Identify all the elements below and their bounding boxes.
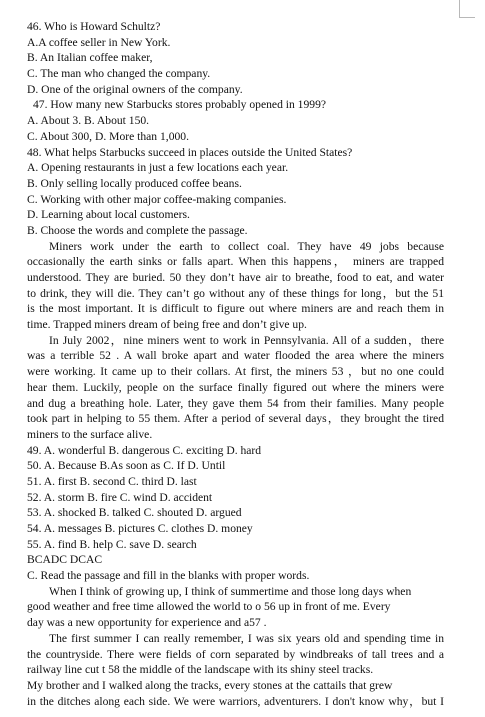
passage-b-paragraph-1-line: to drink, they will die. They can’t go without any of these things for long，but the 51 (27, 286, 444, 300)
passage-c-paragraph-2-line: in the ditches along each side. We were warriors, adventurers. I don't know why，but I (27, 694, 444, 708)
passage-b-paragraph-1-line: time. Trapped miners dream of being free and don’t give up. (27, 318, 307, 332)
passage-c-paragraph-1-line: When I think of growing up, I think of summertime and those long days when (49, 584, 412, 598)
section-c-heading: C. Read the passage and fill in the blanks with proper words. (27, 569, 310, 583)
option-48-a: A. Opening restaurants in just a few locations each year. (27, 161, 289, 175)
options-47-cd: C. About 300, D. More than 1,000. (27, 129, 189, 143)
question-46: 46. Who is Howard Schultz? (27, 20, 161, 33)
passage-b-paragraph-1-line: Miners work under the earth to collect coal. They have 49 jobs because (49, 239, 444, 253)
option-46-d: D. One of the original owners of the company. (27, 82, 243, 96)
passage-b-paragraph-2-line: hear them. Luckily, people on the surface finally figured out where the miners were (27, 380, 444, 394)
passage-c-paragraph-1-line: good weather and free time allowed the world to o 56 up in front of me. Every (27, 600, 391, 614)
question-51-options: 51. A. first B. second C. third D. last (27, 474, 197, 488)
option-48-d: D. Learning about local customers. (27, 208, 190, 222)
option-46-b: B. An Italian coffee maker, (27, 51, 153, 65)
passage-b-paragraph-1-line: understood. They are buried. 50 they don’t have air to breathe, food to eat, and water (27, 271, 444, 284)
passage-c-paragraph-2-line: The first summer I can really remember, I was six years old and spending time in (49, 631, 444, 645)
question-55-options: 55. A. find B. help C. save D. search (27, 537, 197, 551)
passage-b-paragraph-2-line: miners to the surface alive. (27, 427, 153, 441)
question-50-options: 50. A. Because B.As soon as C. If D. Until (27, 459, 226, 473)
passage-b-paragraph-2-line: took part in helping to 55 them. After a period of several days，they brought the tired (27, 412, 444, 426)
question-49-options: 49. A. wonderful B. dangerous C. exciting D. hard (27, 443, 262, 457)
passage-b-paragraph-2-line: In July 2002，nine miners went to work in Pennsylvania. All of a sudden，there (49, 333, 444, 347)
passage-b-paragraph-1-line: occasionally the earth sinks or falls apart. When this happens， miners are trapped (27, 255, 444, 269)
option-48-b: B. Only selling locally produced coffee beans. (27, 176, 242, 190)
option-46-a: A.A coffee seller in New York. (27, 35, 171, 49)
passage-b-paragraph-1-line: is the most important. It is difficult to figure out where miners are and reach them in (27, 302, 444, 316)
question-54-options: 54. A. messages B. pictures C. clothes D. money (27, 522, 253, 535)
option-46-c: C. The man who changed the company. (27, 67, 211, 81)
passage-b-paragraph-2-line: and dug a breathing hole. Later, they gave them 54 from their families. Many people (27, 396, 444, 410)
passage-c-paragraph-1-line: day was a new opportunity for experience and a57 . (27, 616, 267, 630)
question-48: 48. What helps Starbucks succeed in places outside the United States? (27, 145, 353, 159)
options-47-ab: A. About 3. B. About 150. (27, 114, 150, 128)
question-52-options: 52. A. storm B. fire C. wind D. accident (27, 490, 213, 504)
passage-b-paragraph-2-line: was a terrible 52 . A wall broke apart and water flooded the area where the miners (27, 349, 444, 363)
answer-key: BCADC DCAC (27, 553, 103, 567)
option-48-c: C. Working with other major coffee-making companies. (27, 192, 287, 206)
question-53-options: 53. A. shocked B. talked C. shouted D. argued (27, 506, 242, 520)
crop-mark-horizontal (459, 17, 475, 18)
document-body (27, 19, 444, 709)
question-47: 47. How many new Starbucks stores probably opened in 1999? (33, 98, 327, 112)
crop-mark-vertical (459, 0, 460, 17)
passage-c-paragraph-2-line: railway line cut t 58 the middle of the landscape with its shiny steel tracks. (27, 663, 374, 677)
section-b-heading: B. Choose the words and complete the passage. (27, 223, 248, 237)
passage-c-paragraph-2-line: the countryside. There were fields of corn separated by windbreaks of tall trees and a (27, 647, 444, 661)
passage-b-paragraph-2-line: were working. It came up to their collars. At first, the miners 53 ，but no one could (27, 365, 444, 379)
passage-c-paragraph-2-line: My brother and I walked along the tracks, every stones at the cattails that grew (27, 678, 393, 692)
